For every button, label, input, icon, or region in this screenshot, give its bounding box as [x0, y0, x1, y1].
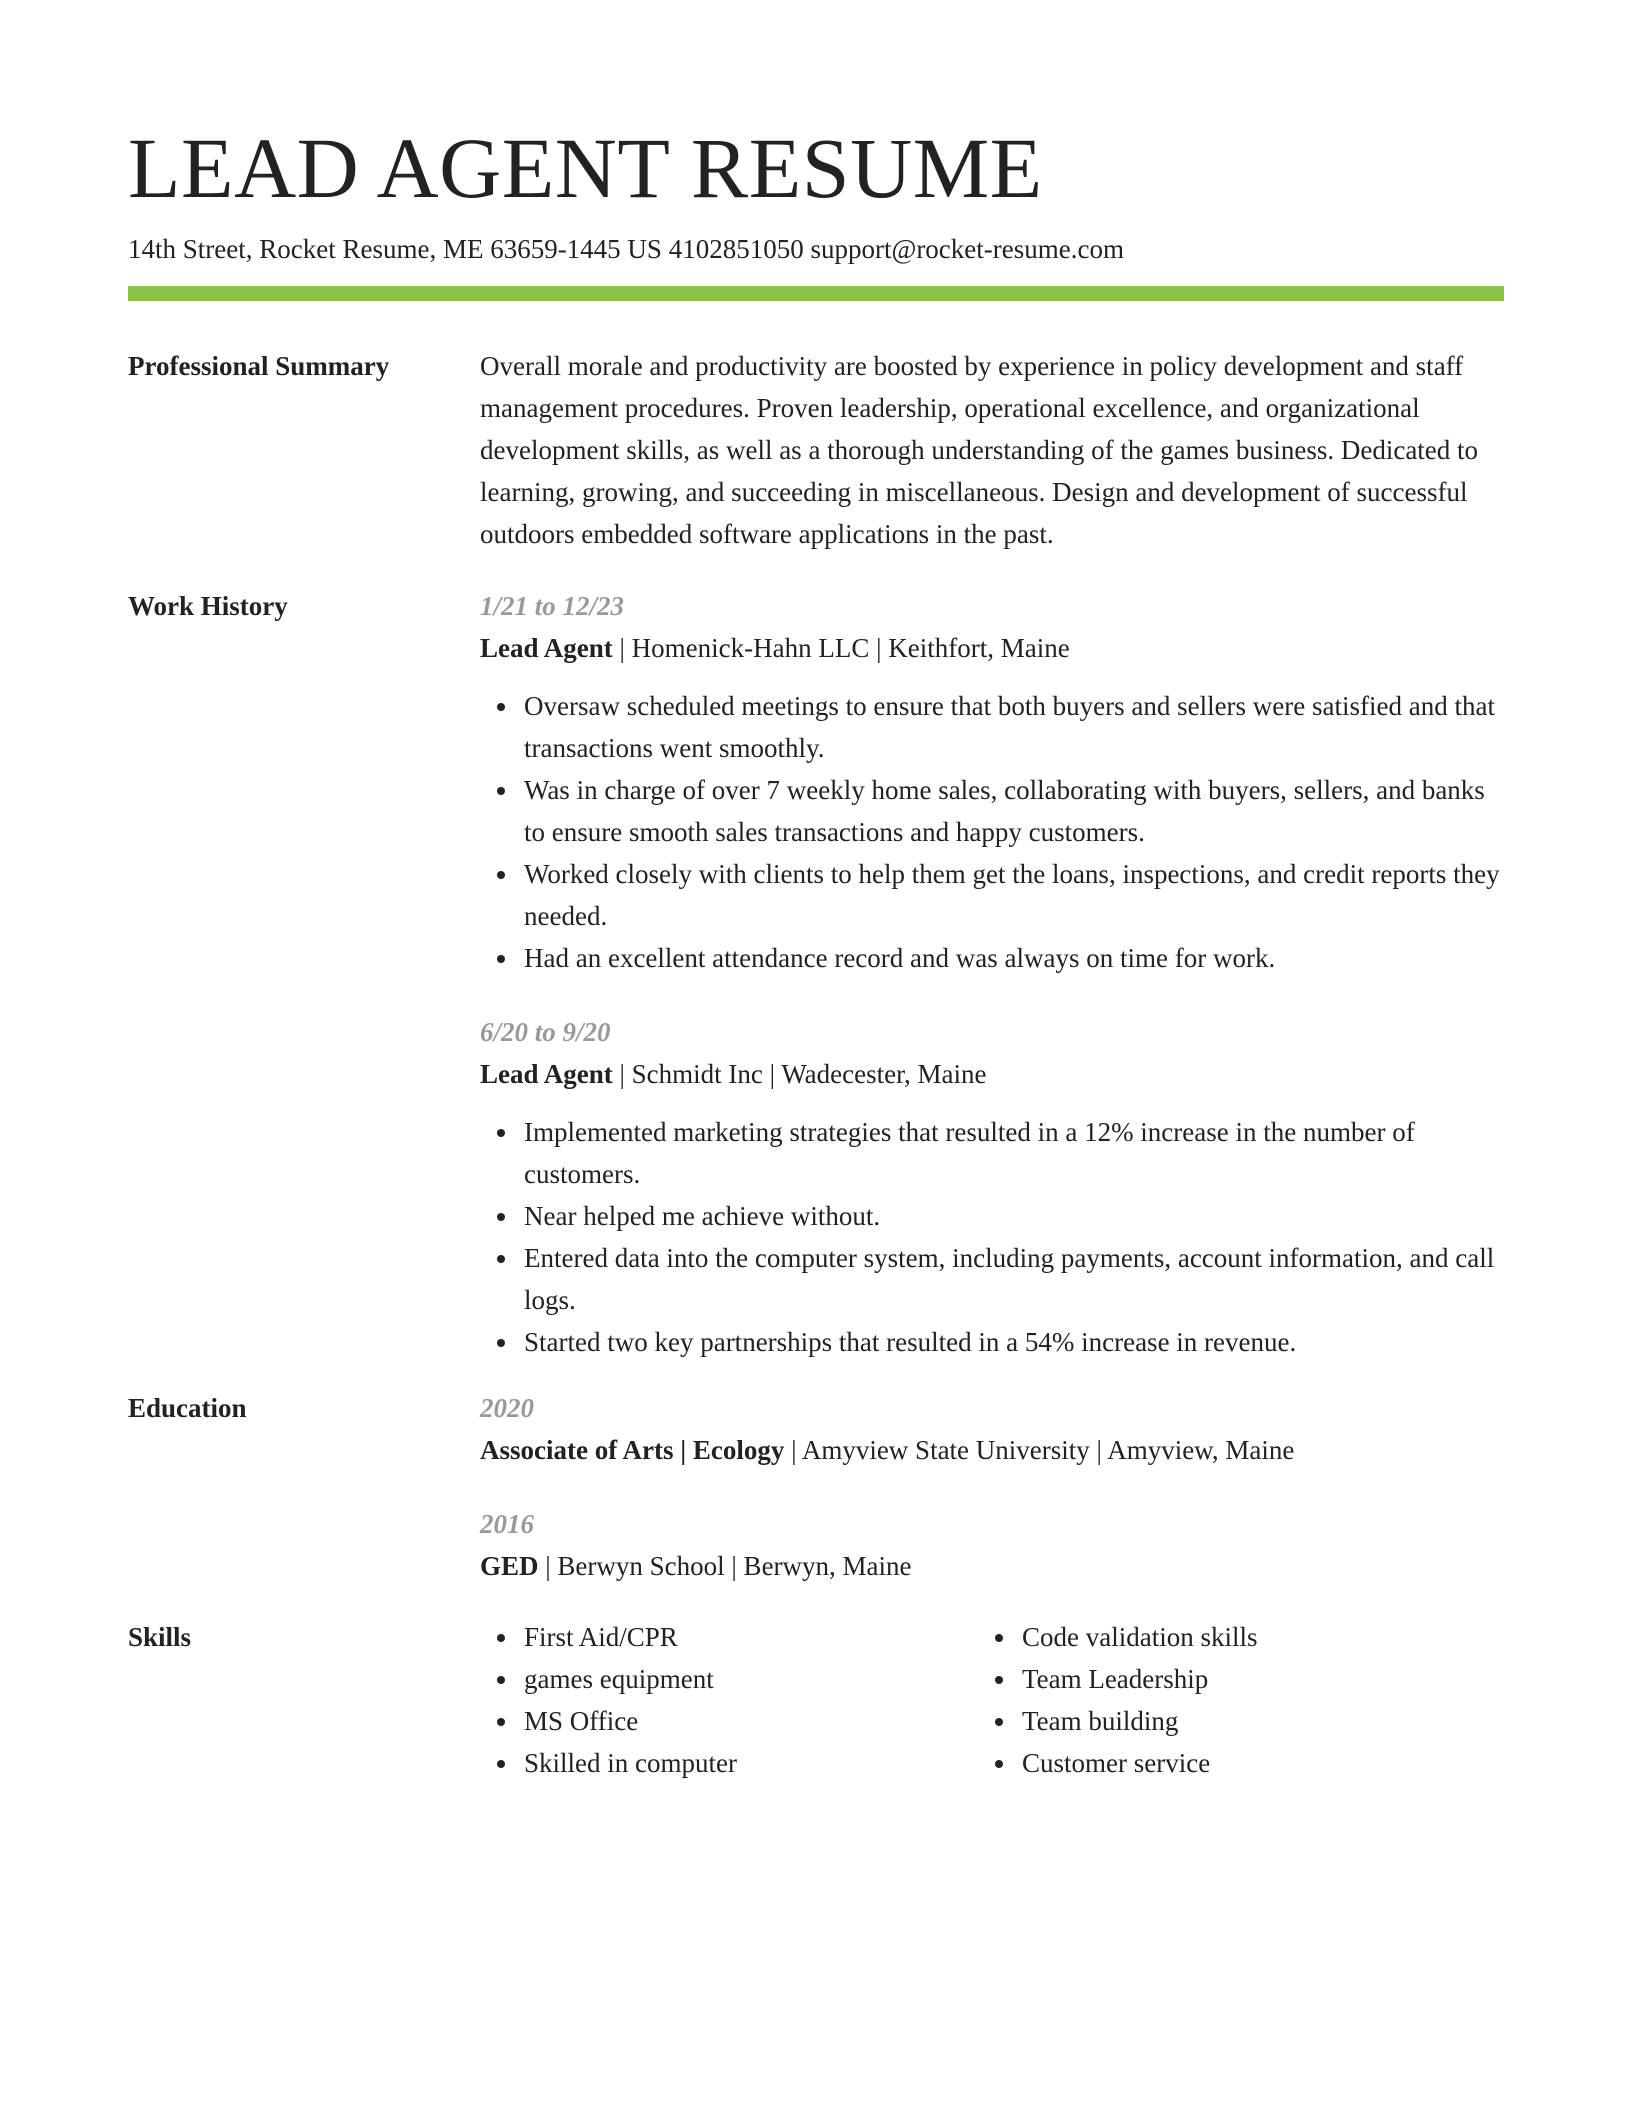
job-bullets	[480, 1111, 1504, 1363]
job-heading	[480, 1053, 1504, 1095]
education-year: 2020	[480, 1393, 534, 1423]
job-bullet: Worked closely with clients to help them get the loans, inspections, and credit reports they needed.	[524, 853, 1504, 937]
job-bullet: Had an excellent attendance record and was always on time for work.	[524, 937, 1504, 979]
skill-item: games equipment	[524, 1658, 980, 1700]
job-bullet: Oversaw scheduled meetings to ensure that both buyers and sellers were satisfied and that transactions went smoothly.	[524, 685, 1504, 769]
job-dates: 6/20 to 9/20	[480, 1017, 611, 1047]
skills-list	[978, 1616, 1478, 1784]
skill-item: Code validation skills	[1022, 1616, 1478, 1658]
job-bullet: Was in charge of over 7 weekly home sales, collaborating with buyers, sellers, and banks to ensure smooth sales transactions and happy customers.	[524, 769, 1504, 853]
job-entry	[480, 1011, 1504, 1363]
job-role: Lead Agent	[480, 1059, 613, 1089]
resume-title: LEAD AGENT RESUME	[128, 120, 1043, 216]
entry-spacer	[480, 1471, 1504, 1503]
education-details: | Berwyn School | Berwyn, Maine	[538, 1551, 912, 1581]
job-bullets	[480, 685, 1504, 979]
skill-item: Skilled in computer	[524, 1742, 980, 1784]
job-heading	[480, 627, 1504, 669]
education-entry	[480, 1387, 1504, 1471]
work-history-label: Work History	[128, 591, 288, 621]
skill-item: First Aid/CPR	[524, 1616, 980, 1658]
education-degree: GED	[480, 1551, 539, 1581]
work-history-body	[480, 585, 1504, 1363]
job-entry	[480, 585, 1504, 979]
education-degree: Associate of Arts | Ecology	[480, 1435, 785, 1465]
job-details: | Schmidt Inc | Wadecester, Maine	[612, 1059, 987, 1089]
education-heading	[480, 1429, 1504, 1471]
skill-item: Team building	[1022, 1700, 1478, 1742]
education-body	[480, 1387, 1504, 1587]
skills-columns	[480, 1616, 1504, 1786]
skill-item: Customer service	[1022, 1742, 1478, 1784]
job-role: Lead Agent	[480, 633, 613, 663]
job-dates: 1/21 to 12/23	[480, 591, 625, 621]
skills-list	[480, 1616, 980, 1784]
job-bullet: Started two key partnerships that resulted in a 54% increase in revenue.	[524, 1321, 1504, 1363]
summary-body	[480, 345, 1504, 555]
skill-item: Team Leadership	[1022, 1658, 1478, 1700]
summary-label: Professional Summary	[128, 351, 390, 381]
job-bullet: Near helped me achieve without.	[524, 1195, 1504, 1237]
skills-label: Skills	[128, 1622, 192, 1652]
job-bullet: Implemented marketing strategies that resulted in a 12% increase in the number of customers.	[524, 1111, 1504, 1195]
skills-column-right	[978, 1616, 1478, 1784]
education-year: 2016	[480, 1509, 534, 1539]
job-bullet: Entered data into the computer system, including payments, account information, and call logs.	[524, 1237, 1504, 1321]
entry-spacer	[480, 979, 1504, 1011]
education-details: | Amyview State University | Amyview, Maine	[784, 1435, 1295, 1465]
contact-line: 14th Street, Rocket Resume, ME 63659-1445 US 4102851050 support@rocket-resume.com	[128, 234, 1124, 264]
summary-text: Overall morale and productivity are boosted by experience in policy development and staff management procedures. Proven leadership, operational excellence, and organizational development skills, as well as a thorough understanding of the games business. Dedicated to learning, growing, and succeeding in miscellaneous. Design and development of successful outdoors embedded software applications in the past.	[480, 351, 1479, 549]
skills-column-left	[480, 1616, 980, 1784]
education-heading	[480, 1545, 1504, 1587]
skills-body	[480, 1616, 1504, 1786]
education-label: Education	[128, 1393, 247, 1423]
education-entry	[480, 1503, 1504, 1587]
header-divider	[128, 286, 1504, 301]
job-details: | Homenick-Hahn LLC | Keithfort, Maine	[612, 633, 1070, 663]
skill-item: MS Office	[524, 1700, 980, 1742]
